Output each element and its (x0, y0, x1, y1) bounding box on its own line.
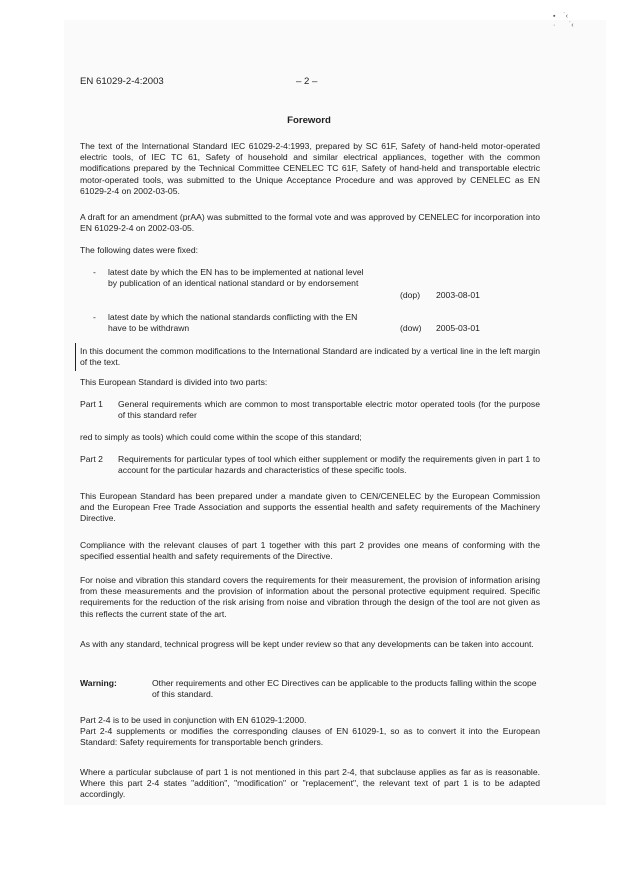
paragraph-intro: The text of the International Standard IEC 61029-2-4:1993, prepared by SC 61F, Safety of hand-held motor-operated electric tools, of IEC TC 61, Safety of household and similar electrical appliances, together with the common modifications prepared by the Technical Committee CENELEC TC 61F, Safety of hand-held and transportable electric motor-operated tools, was submitted to the Unique Acceptance Procedure and was approved by CENELEC as EN 61029-2-4 on 2002-03-05. (80, 141, 540, 196)
part1-label: Part 1 (80, 399, 103, 409)
part1-text: General requirements which are common to most transportable electric motor operated tools (for the purpose of this standard refer (118, 399, 540, 421)
page-number: – 2 – (296, 76, 318, 87)
date-item-text: latest date by which the national standards conflicting with the EN have to be withdrawn (108, 312, 358, 334)
paragraph-mandate: This European Standard has been prepared under a mandate given to CEN/CENELEC by the European Commission and the European Free Trade Association and supports the essential health and safety requirements of the Machinery Directive. (80, 491, 540, 524)
paragraph-progress: As with any standard, technical progress will be kept under review so that any developments can be taken into account. (80, 639, 534, 649)
list-dash: - (93, 267, 96, 277)
page-title: Foreword (287, 115, 331, 126)
paragraph-conjunction: Part 2-4 is to be used in conjunction with EN 61029-1:2000. (80, 715, 307, 725)
paragraph-amendment: A draft for an amendment (prAA) was submitted to the formal vote and was approved by CENELEC for incorporation into EN 61029-2-4 on 2002-03-05. (80, 212, 540, 234)
date-item-date: 2005-03-01 (436, 323, 480, 333)
paragraph-subclause: Where a particular subclause of part 1 is not mentioned in this part 2-4, that subclause applies as far as is reasonable. Where this part 2-4 states "addition", "modification" or "replacement", the relevant text of part 1 is to be adapted accordingly. (80, 767, 540, 800)
date-item-text: latest date by which the EN has to be implemented at national level by publication of an identical national standard or by endorsement (108, 267, 364, 289)
scan-specks: ▪ ˙‹ · ˙‹ (553, 13, 574, 29)
paragraph-modifications: In this document the common modifications to the International Standard are indicated by a vertical line in the left margin of the text. (80, 346, 540, 368)
part2-text: Requirements for particular types of tool which either supplement or modify the requirements given in part 1 to account for the particular hazards and characteristics of these specific tools. (118, 454, 540, 476)
paragraph-noise-vibration: For noise and vibration this standard covers the requirements for their measurement, the provision of information arising from these measurements and the provision of information about the personal protective equipment required. Specific requirements for the reduction of the risk arising from noise and vibration through the design of the tool are not given as this reflects the current state of the art. (80, 575, 540, 619)
part1-continuation: red to simply as tools) which could come within the scope of this standard; (80, 432, 362, 442)
date-item-date: 2003-08-01 (436, 290, 480, 300)
date-item-code: (dop) (400, 290, 421, 300)
paragraph-parts-intro: This European Standard is divided into two parts: (80, 377, 268, 387)
warning-text: Other requirements and other EC Directives can be applicable to the products falling within the scope of this standard. (152, 678, 537, 700)
document-code: EN 61029-2-4:2003 (80, 76, 164, 87)
warning-label: Warning: (80, 678, 117, 688)
paragraph-dates-intro: The following dates were fixed: (80, 245, 198, 255)
paragraph-supplements: Part 2-4 supplements or modifies the corresponding clauses of EN 61029-1, so as to convert it into the European Standard: Safety requirements for transportable bench grinders. (80, 726, 540, 748)
modification-marker-line (75, 343, 76, 371)
part2-label: Part 2 (80, 454, 103, 464)
paragraph-compliance: Compliance with the relevant clauses of part 1 together with this part 2 provides one means of conforming with the specified essential health and safety requirements of the Directive. (80, 540, 540, 562)
list-dash: - (93, 312, 96, 322)
date-item-code: (dow) (400, 323, 422, 333)
